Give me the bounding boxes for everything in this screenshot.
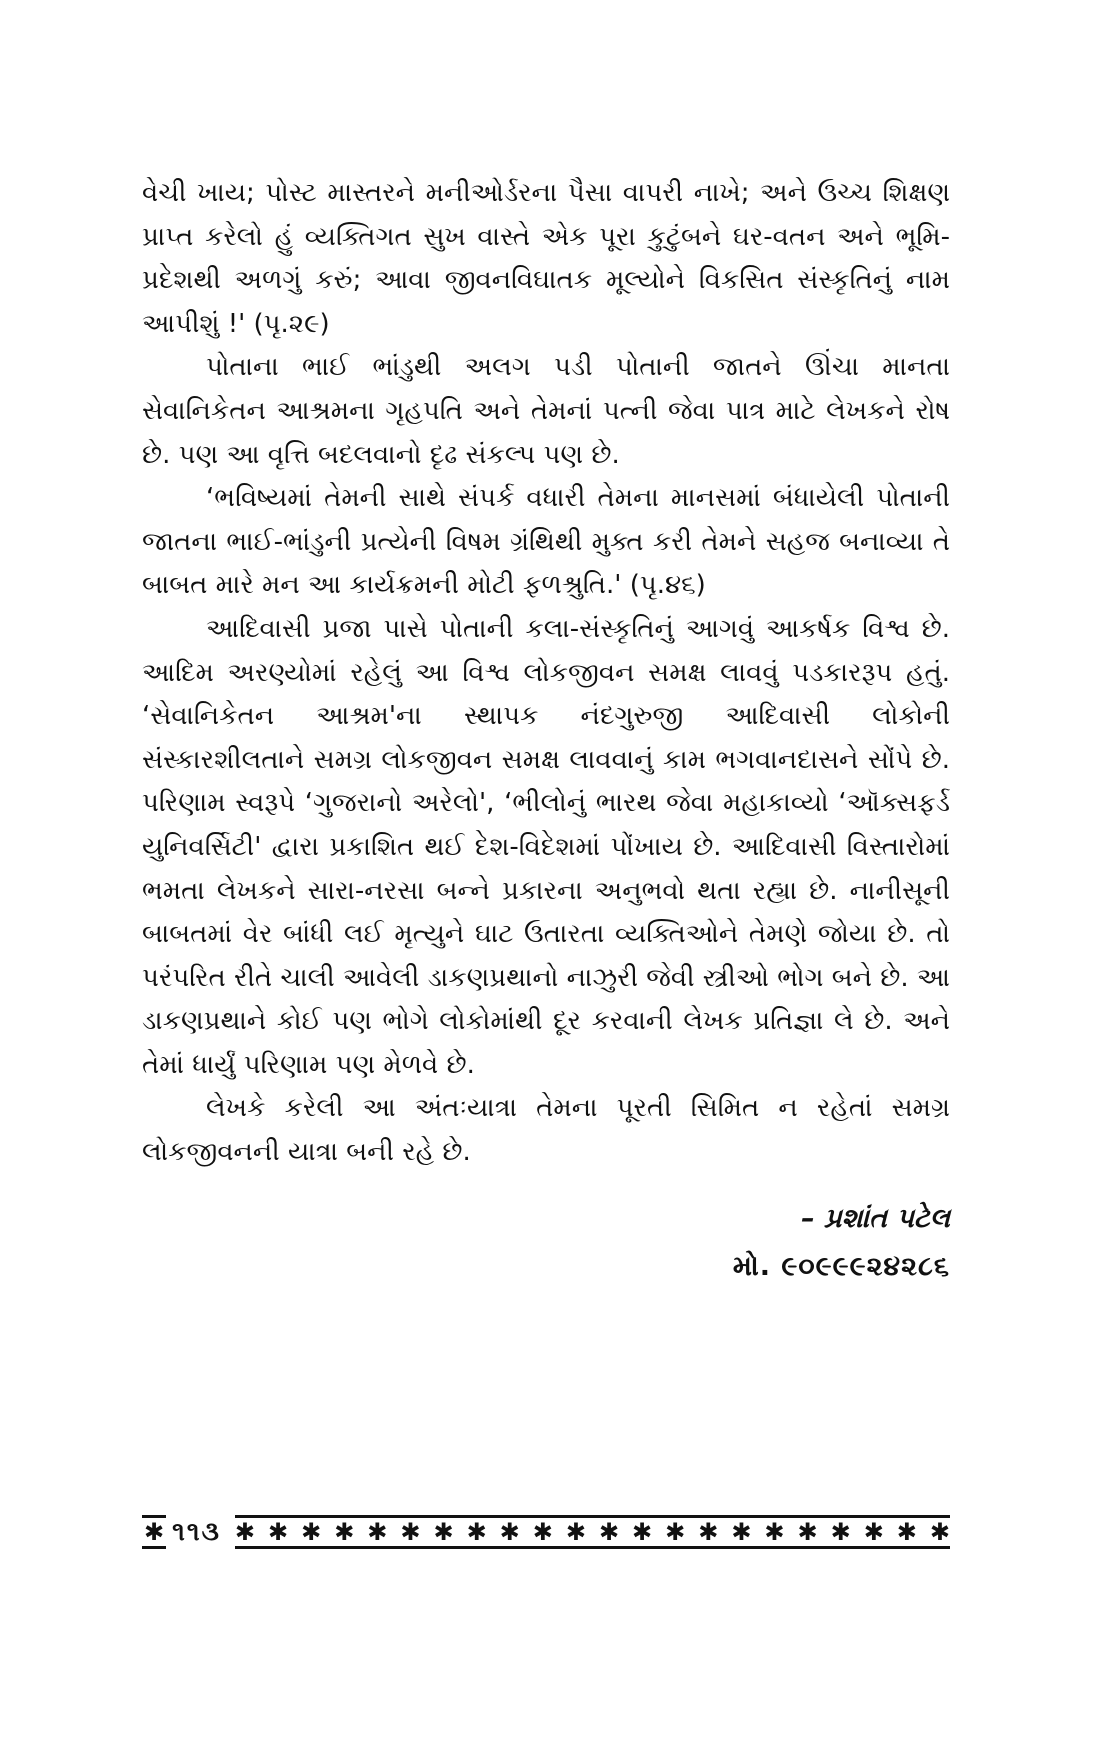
paragraph-2: પોતાના ભાઈ ભાંડુથી અલગ પડી પોતાની જાતને ઊંચા માનતા સેવાનિકેતન આશ્રમના ગૃહપતિ અને તેમનાં પત્ની જેવા પાત્ર માટે લેખકને રોષ છે. પણ આ વૃત્તિ બદલવાનો દૃઢ સંકલ્પ પણ છે.	[142, 352, 950, 470]
star-ornament-icon: ✱	[896, 1518, 917, 1546]
star-ornament-icon: ✱	[731, 1518, 752, 1546]
star-ornament-icon: ✱	[301, 1518, 322, 1546]
star-ornament-icon: ✱	[334, 1518, 355, 1546]
star-ornament-icon: ✱	[764, 1518, 785, 1546]
star-ornament-icon: ✱	[698, 1518, 719, 1546]
star-border-band	[235, 1515, 950, 1549]
author-phone: મો. ૯૦૯૯૯૨૪૨૮૬	[732, 1251, 950, 1282]
star-ornament-icon: ✱	[863, 1518, 884, 1546]
star-ornament-icon: ✱	[268, 1518, 289, 1546]
paragraph-1: વેચી ખાય; પોસ્ટ માસ્તરને મનીઓર્ડરના પૈસા વાપરી નાખે; અને ઉચ્ચ શિક્ષણ પ્રાપ્ત કરેલો હું વ્યક્તિગત સુખ વાસ્તે એક પૂરા કુટુંબને ઘર-વતન અને ભૂમિ-પ્રદેશથી અળગું કરું; આવા જીવનવિઘાતક મૂલ્યોને વિકસિત સંસ્કૃતિનું નામ આપીશું !' (પૃ.૨૯)	[142, 178, 950, 339]
star-ornament-icon: ✱	[400, 1518, 421, 1546]
body-text	[142, 172, 950, 1175]
star-ornament-icon: ✱	[367, 1518, 388, 1546]
star-ornament-icon: ✱	[234, 1518, 256, 1546]
signature-block	[733, 1195, 950, 1291]
star-ornament-icon: ✱	[929, 1518, 950, 1546]
star-ornament-icon: ✱	[632, 1518, 653, 1546]
author-name: – પ્રશાંત પટેલ	[801, 1203, 950, 1234]
star-ornament-icon: ✱	[466, 1518, 487, 1546]
paragraph-4: આદિવાસી પ્રજા પાસે પોતાની કલા-સંસ્કૃતિનું આગવું આકર્ષક વિશ્વ છે. આદિમ અરણ્યોમાં રહેલું આ વિશ્વ લોકજીવન સમક્ષ લાવવું પડકારરૂપ હતું. ‘સેવાનિકેતન આશ્રમ'ના સ્થાપક નંદગુરુજી આદિવાસી લોકોની સંસ્કારશીલતાને સમગ્ર લોકજીવન સમક્ષ લાવવાનું કામ ભગવાનદાસને સોંપે છે. પરિણામ સ્વરૂપે ‘ગુજરાનો અરેલો', ‘ભીલોનું ભારથ જેવા મહાકાવ્યો ‘ઑક્સફર્ડ યુનિવર્સિટી' દ્વારા પ્રકાશિત થઈ દેશ-વિદેશમાં પોંખાય છે. આદિવાસી વિસ્તારોમાં ભમતા લેખકને સારા-નરસા બન્ને પ્રકારના અનુભવો થતા રહ્યા છે. નાનીસૂની બાબતમાં વેર બાંધી લઈ મૃત્યુને ઘાટ ઉતારતા વ્યક્તિઓને તેમણે જોયા છે. તો પરંપરિત રીતે ચાલી આવેલી ડાકણપ્રથાનો નાઝુરી જેવી સ્ત્રીઓ ભોગ બને છે. આ ડાકણપ્રથાને કોઈ પણ ભોગે લોકોમાંથી દૂર કરવાની લેખક પ્રતિજ્ઞા લે છે. અને તેમાં ધાર્યું પરિણામ પણ મેળવે છે.	[142, 613, 950, 1080]
star-ornament-icon: ✱	[532, 1518, 553, 1546]
star-ornament-icon: ✱	[830, 1518, 851, 1546]
star-ornament-icon: ✱	[499, 1518, 520, 1546]
page-footer	[142, 1512, 950, 1552]
star-ornament-icon: ✱	[665, 1518, 686, 1546]
star-ornament-icon: ✱	[142, 1515, 166, 1549]
paragraph-3: ‘ભવિષ્યમાં તેમની સાથે સંપર્ક વધારી તેમના માનસમાં બંધાયેલી પોતાની જાતના ભાઈ-ભાંડુની પ્રત્યેની વિષમ ગ્રંથિથી મુક્ત કરી તેમને સહજ બનાવ્યા તે બાબત મારે મન આ કાર્યક્રમની મોટી ફળશ્રુતિ.' (પૃ.૪૬)	[142, 483, 950, 601]
star-ornament-icon: ✱	[797, 1518, 818, 1546]
star-ornament-icon: ✱	[433, 1518, 454, 1546]
paragraph-5: લેખકે કરેલી આ અંતઃયાત્રા તેમના પૂરતી સિમિત ન રહેતાં સમગ્ર લોકજીવનની યાત્રા બની રહે છે.	[142, 1093, 950, 1168]
star-ornament-icon: ✱	[565, 1518, 586, 1546]
page-number: ૧૧૩	[172, 1516, 221, 1547]
star-ornament-icon: ✱	[598, 1518, 620, 1546]
